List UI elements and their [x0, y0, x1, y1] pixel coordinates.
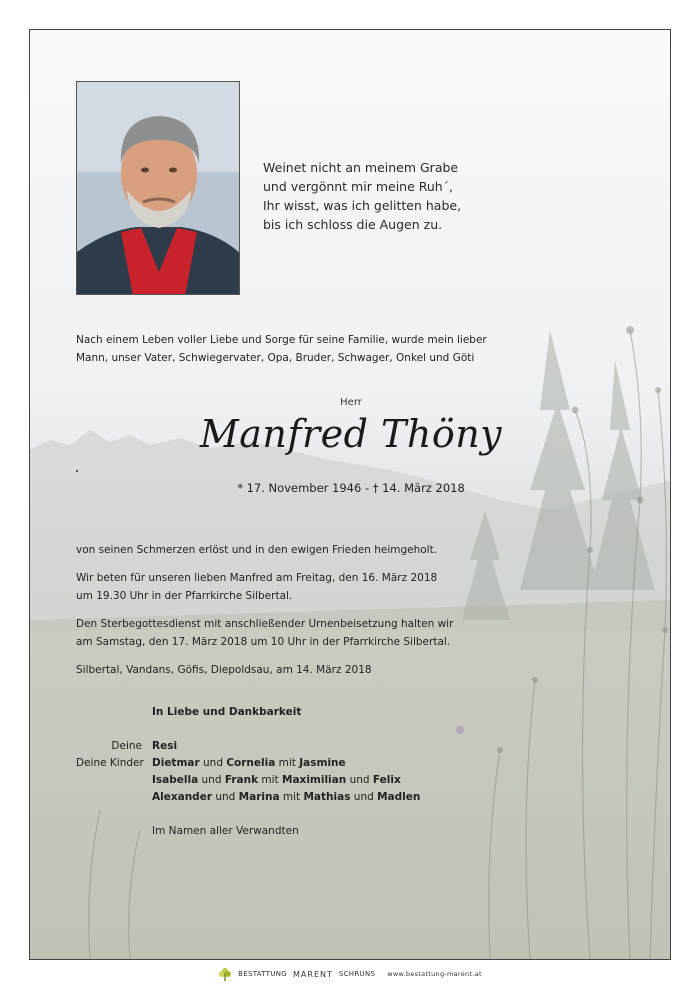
conjunction: mit [258, 774, 283, 786]
poem-line: und vergönnt mir meine Ruh´, [263, 179, 453, 194]
announcement-body [76, 531, 666, 689]
mourners-closing: Im Namen aller Verwandten [152, 825, 299, 837]
mourner-name: Cornelia [226, 757, 276, 769]
footer [0, 962, 700, 986]
mourner-name: Jasmine [299, 757, 346, 769]
mourner-name: Frank [224, 774, 259, 786]
purple-flower [456, 726, 464, 734]
footer-brand-prefix: BESTATTUNG [238, 970, 288, 978]
conjunction: und [199, 757, 227, 769]
portrait-photo [76, 81, 240, 295]
mourner-label: Deine Kinder [76, 757, 144, 769]
poem-line: Ihr wisst, was ich gelitten habe, [263, 198, 462, 213]
conjunction: und [212, 791, 239, 803]
conjunction: und [346, 774, 373, 786]
intro-line: Nach einem Leben voller Liebe und Sorge für seine Familie, wurde mein lieber [76, 334, 487, 346]
mourner-name: Madlen [377, 791, 421, 803]
conjunction: und [198, 774, 225, 786]
mourner-row-children [76, 755, 346, 772]
poem-line: Weinet nicht an meinem Grabe [263, 160, 459, 175]
mourner-name: Isabella [152, 774, 199, 786]
mourners-heading: In Liebe und Dankbarkeit [152, 706, 302, 718]
mourner-row-wife [76, 738, 177, 755]
mourner-name: Dietmar [152, 757, 200, 769]
mourner-names [152, 755, 346, 772]
mourner-row [152, 789, 420, 806]
mourner-name: Marina [238, 791, 280, 803]
mourner-name: Felix [372, 774, 401, 786]
paragraph-line: von seinen Schmerzen erlöst und in den ewigen Frieden heimgeholt. [76, 544, 438, 556]
paragraph-line: Silbertal, Vandans, Göfis, Diepoldsau, am 14. März 2018 [76, 664, 372, 676]
footer-brand: MARENT [293, 969, 333, 979]
paragraph-line: Den Sterbegottesdienst mit anschließender Urnenbeisetzung halten wir [76, 618, 454, 630]
conjunction: mit [279, 791, 304, 803]
cross-flower-icon [218, 967, 232, 981]
mourner-name: Maximilian [282, 774, 347, 786]
mourner-row [152, 772, 401, 789]
conjunction: und [350, 791, 378, 803]
footer-location: SCHRUNS [338, 970, 376, 978]
deceased-name: Manfred Thöny [199, 412, 503, 456]
conjunction: mit [275, 757, 300, 769]
obituary-card [29, 29, 671, 960]
mourner-name: Alexander [152, 791, 212, 803]
poem [263, 158, 643, 234]
paragraph-line: um 19.30 Uhr in der Pfarrkirche Silbertal. [76, 590, 293, 602]
mourner-name: Resi [152, 740, 178, 752]
paragraph-line: Wir beten für unseren lieben Manfred am Freitag, den 16. März 2018 [76, 572, 438, 584]
intro-line: Mann, unser Vater, Schwiegervater, Opa, Bruder, Schwager, Onkel und Göti [76, 352, 475, 364]
intro-text [76, 331, 636, 367]
salutation: Herr [340, 397, 362, 408]
stray-dot [76, 470, 78, 472]
mourner-label: Deine [111, 740, 142, 752]
footer-url[interactable]: www.bestattung-marent.at [387, 970, 482, 978]
paragraph-line: am Samstag, den 17. März 2018 um 10 Uhr in der Pfarrkirche Silbertal. [76, 636, 451, 648]
life-dates: * 17. November 1946 - † 14. März 2018 [237, 481, 465, 495]
poem-line: bis ich schloss die Augen zu. [263, 217, 443, 232]
mourner-name: Mathias [303, 791, 351, 803]
